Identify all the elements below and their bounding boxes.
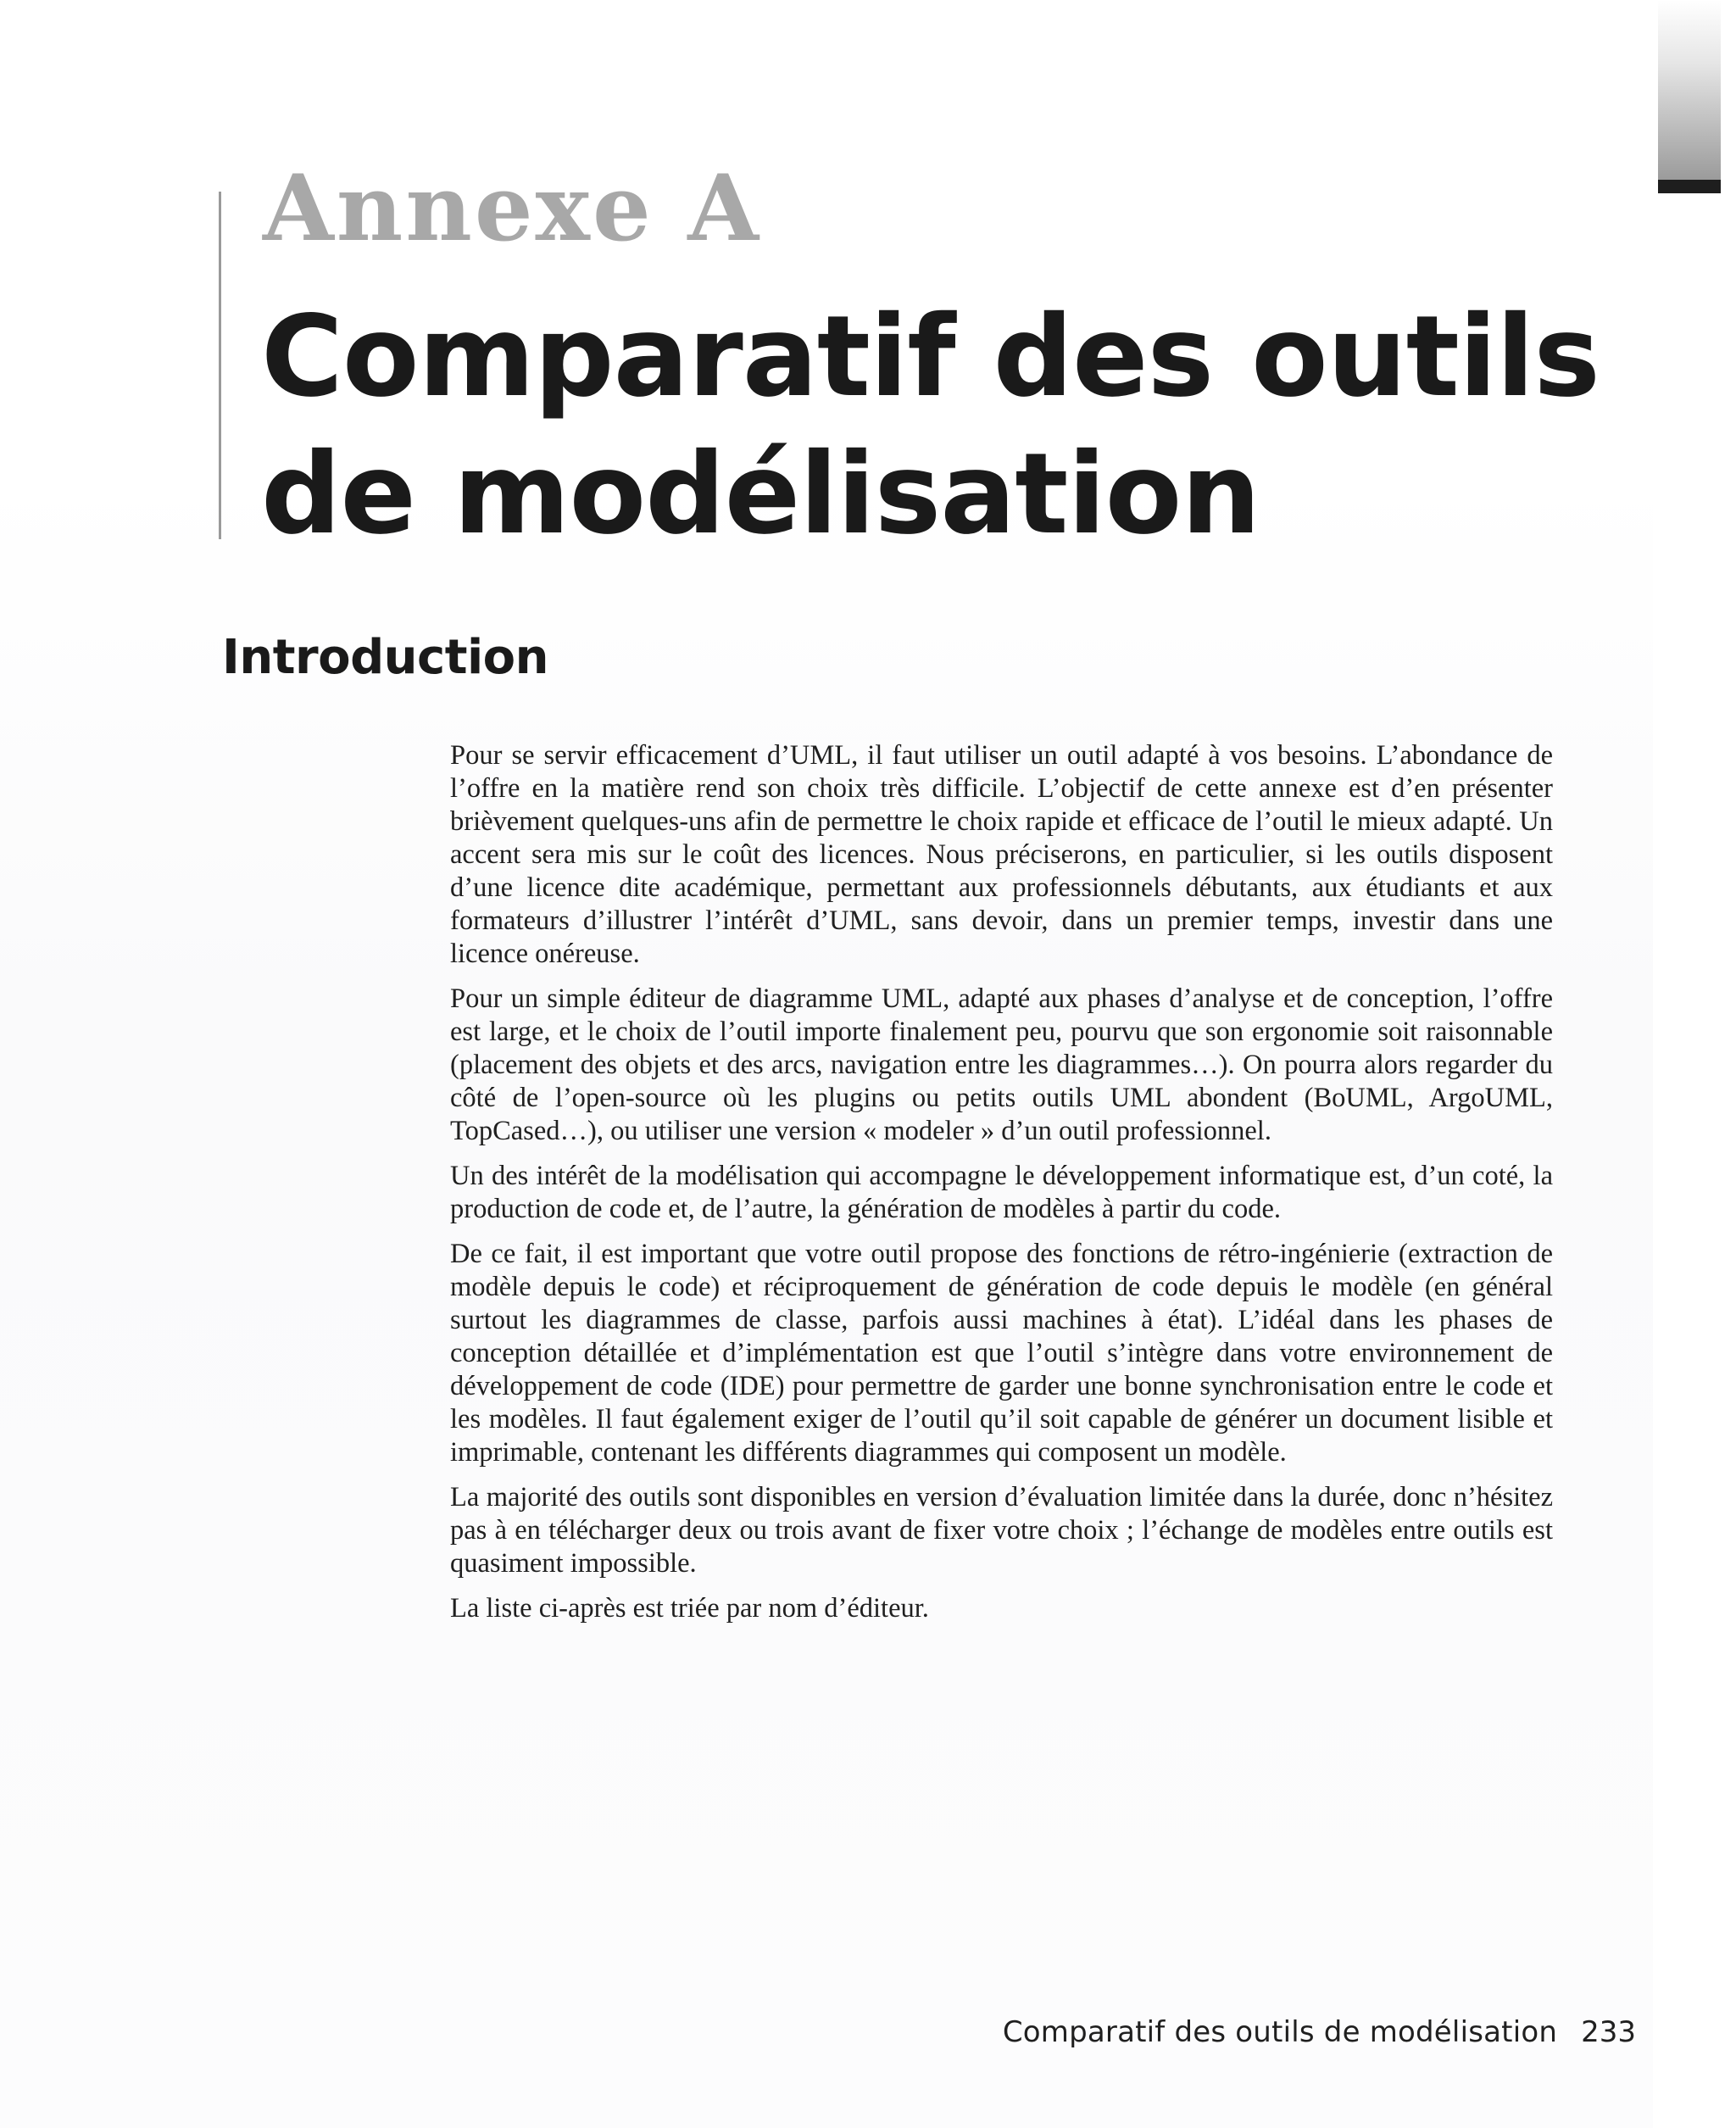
paragraph: De ce fait, il est important que votre outil propose des fonctions de rétro-ingénierie (extraction de modèle depuis le code) et réciproquement de génération de code depuis le modèle (en général surtout les diagrammes de classe, parfois aussi machines à état). L’idéal dans les phases de conception détaillée et d’implémentation est que l’outil s’intègre dans votre environnement de développement de code (IDE) pour permettre de garder une bonne synchronisation entre le code et les modèles. Il faut également exiger de l’outil qu’il soit capable de générer un document lisible et imprimable, contenant les différents diagrammes qui composent un modèle. bbox=[450, 1239, 1553, 1468]
running-title: Comparatif des outils de modélisation bbox=[1002, 2015, 1558, 2049]
paragraph: Pour un simple éditeur de diagramme UML, adapté aux phases d’analyse et de conception, l’offre est large, et le choix de l’outil importe finalement peu, pourvu que son ergonomie soit raisonnable (placement des objets et des arcs, navigation entre les diagrammes…). On pourra alors regarder du côté de l’open-source où les plugins ou petits outils UML abondent (BoUML, ArgoUML, TopCased…), ou utiliser une version « modeler » d’un outil professionnel. bbox=[450, 983, 1553, 1146]
paragraph: La majorité des outils sont disponibles en version d’évaluation limitée dans la durée, donc n’hésitez pas à en télécharger deux ou trois avant de fixer votre choix ; l’échange de modèles entre outils est quasiment impossible. bbox=[450, 1482, 1553, 1579]
page-number: 233 bbox=[1581, 2015, 1636, 2049]
page-footer bbox=[1002, 2015, 1636, 2049]
section-heading: Introduction bbox=[222, 630, 549, 685]
chapter-thumb-tab-bar bbox=[1658, 180, 1721, 193]
chapter-title-line-1: Comparatif des outils bbox=[261, 292, 1600, 422]
chapter-title-rule bbox=[219, 192, 221, 539]
chapter-thumb-tab bbox=[1658, 0, 1721, 180]
paragraph: La liste ci-après est triée par nom d’éditeur. bbox=[450, 1593, 929, 1624]
body-text bbox=[450, 739, 1553, 1637]
paragraph: Un des intérêt de la modélisation qui accompagne le développement informatique est, d’un coté, la production de code et, de l’autre, la génération de modèles à partir du code. bbox=[450, 1161, 1553, 1224]
page-margin bbox=[1653, 193, 1736, 2128]
chapter-title-line-2: de modélisation bbox=[261, 429, 1260, 560]
chapter-title bbox=[261, 288, 1634, 563]
annex-label: Annexe A bbox=[263, 155, 762, 262]
paragraph: Pour se servir efficacement d’UML, il faut utiliser un outil adapté à vos besoins. L’abondance de l’offre en la matière rend son choix très difficile. L’objectif de cette annexe est d’en présenter brièvement quelques-uns afin de permettre le choix rapide et efficace de l’outil le mieux adapté. Un accent sera mis sur le coût des licences. Nous préciserons, en particulier, si les outils disposent d’une licence dite académique, permettant aux professionnels débutants, aux étudiants et aux formateurs d’illustrer l’intérêt d’UML, sans devoir, dans un premier temps, investir dans une licence onéreuse. bbox=[450, 740, 1553, 969]
